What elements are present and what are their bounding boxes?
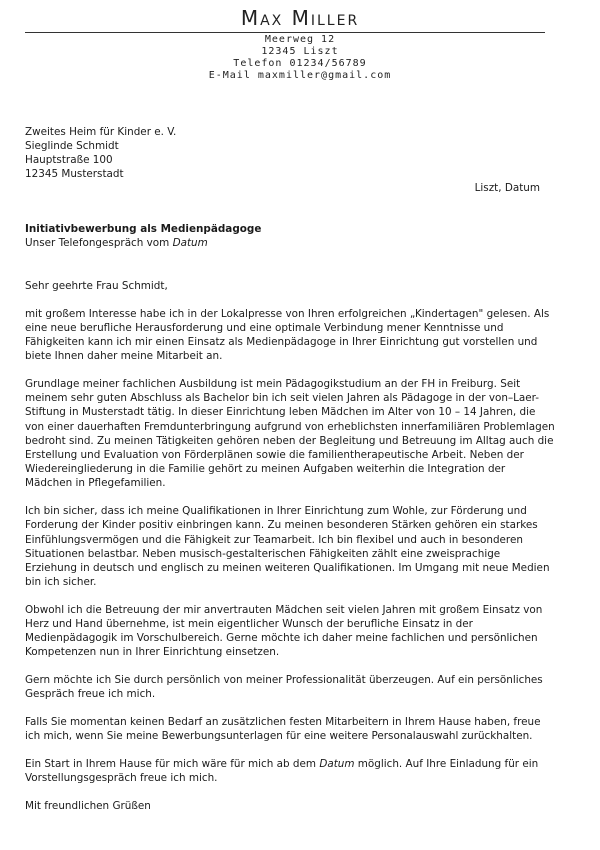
- recipient-street: Hauptstraße 100: [25, 154, 113, 166]
- subject-reference-date: Datum: [172, 237, 208, 250]
- recipient-city: 12345 Musterstadt: [25, 168, 124, 180]
- sender-email: E-Mail maxmiller@gmail.com: [208, 70, 392, 81]
- body-paragraph: Gern möchte ich Sie durch persönlich von meiner Professionalität überzeugen. Auf ein persönliches Gespräch freue ich mich.: [25, 674, 543, 701]
- closing-paragraph-date: Datum: [319, 757, 355, 770]
- subject-title: Initiativbewerbung als Medienpädagoge: [25, 223, 262, 235]
- body-paragraph: Falls Sie momentan keinen Bedarf an zusätzlichen festen Mitarbeitern in Ihrem Hause haben, freue ich mich, wenn Sie meine Bewerbungsunterlagen für eine weitere Personalauswahl zurückhalten.: [25, 716, 541, 743]
- closing-formula: Mit freundlichen Grüßen: [25, 799, 151, 812]
- sender-phone: Telefon 01234/56789: [233, 58, 367, 69]
- sender-name: Max Miller: [240, 6, 360, 30]
- sender-street: Meerweg 12: [264, 34, 336, 45]
- closing-paragraph: [25, 757, 555, 785]
- place-date: Liszt, Datum: [474, 182, 540, 194]
- sender-city: 12345 Liszt: [261, 46, 339, 57]
- closing-paragraph-after: möglich. Auf Ihre Einladung für ein Vorstellungsgespräch freue ich mich.: [25, 757, 539, 785]
- body-paragraph: mit großem Interesse habe ich in der Lokalpresse von Ihren erfolgreichen „Kindertagen" gelesen. Als eine neue berufliche Herausforderung und eine optimale Verbindung mener Kenntnisse und Fähigkeiten kann ich mir einen Einsatz als Medienpädagoge in Ihrer Einrichtung gut vorstellen und biete Ihnen daher meine Mitarbeit an.: [25, 307, 550, 363]
- recipient-address: [25, 125, 425, 181]
- salutation: Sehr geehrte Frau Schmidt,: [25, 280, 168, 292]
- body-paragraph: Ich bin sicher, dass ich meine Qualifikationen in Ihrer Einrichtung zum Wohle, zur Förderung und Forderung der Kinder positiv einbringen kann. Zu meinen besonderen Stärken gehören ein starkes Einfühlungsvermögen und die Fähigkeit zur Teamarbeit. Ich bin flexibel und auch in besonderen Situationen belastbar. Neben musisch-gestalterischen Fähigkeiten zählt eine zweisprachige Erziehung in deutsch und englisch zu meinen weiteren Qualifikationen. Im Umgang mit neue Medien bin ich sicher.: [25, 505, 550, 589]
- subject-reference-prefix: Unser Telefongespräch vom: [25, 237, 173, 250]
- sender-contact: [120, 34, 480, 82]
- letter-body: [25, 279, 555, 813]
- closing-paragraph-before: Ein Start in Ihrem Hause für mich wäre für mich ab dem: [25, 757, 320, 770]
- header-divider: [25, 32, 545, 33]
- subject-block: [25, 222, 565, 250]
- body-paragraph: Grundlage meiner fachlichen Ausbildung ist mein Pädagogikstudium an der FH in Freiburg. Seit meinem sehr guten Abschluss als Bachelor bin ich seit vielen Jahren als Pädagoge in der von–Laer-Stiftung in Musterstadt tätig. In dieser Einrichtung leben Mädchen im Alter von 10 – 14 Jahren, die von einer dauerhaften Fremdunterbringung aufgrund von erheblichsten innerfamiliären Problemlagen bedroht sind. Zu meinen Tätigkeiten gehören neben der Begleitung und Betreuung im Alltag auch die Erstellung und Evaluation von Förderplänen sowie die familientherapeutische Arbeit. Neben der Wiedereingliederung in die Familie gehört zu meinen Aufgaben weiterhin die Integration der Mädchen in Pflegefamilien.: [25, 378, 555, 490]
- subject-reference: [25, 236, 565, 250]
- recipient-contact: Sieglinde Schmidt: [25, 140, 119, 152]
- recipient-organization: Zweites Heim für Kinder e. V.: [25, 126, 177, 138]
- body-paragraph: Obwohl ich die Betreuung der mir anvertrauten Mädchen seit vielen Jahren mit großem Einsatz von Herz und Hand übernehme, ist mein eigentlicher Wunsch der berufliche Einsatz in der Medienpädagogik im Vorschulbereich. Gerne möchte ich daher meine fachlichen und persönlichen Kompetenzen nun in Ihrer Einrichtung einsetzen.: [25, 603, 543, 659]
